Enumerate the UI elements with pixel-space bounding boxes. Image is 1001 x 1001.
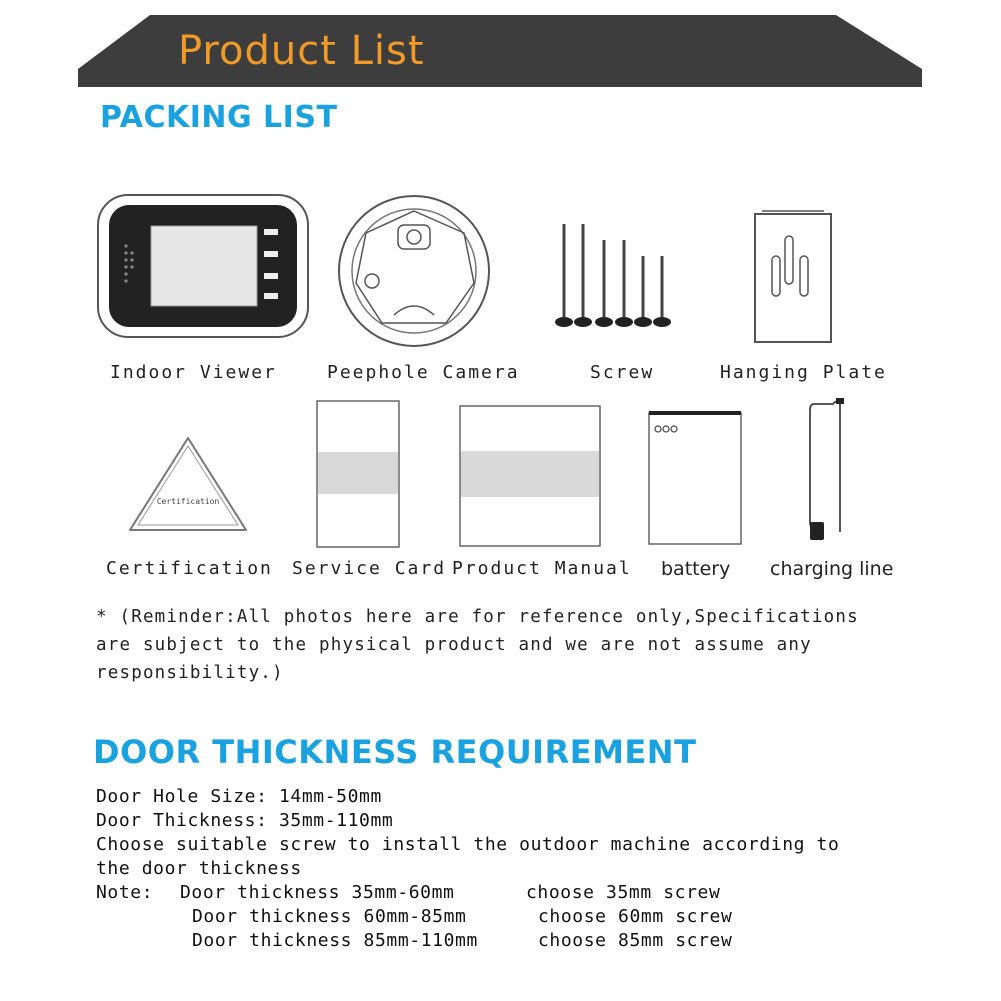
reminder-note [96, 603, 916, 687]
item-label-hanging-plate: Hanging Plate [720, 362, 887, 383]
item-label-indoor-viewer: Indoor Viewer [110, 362, 277, 383]
door-thickness: Door Thickness: 35mm-110mm [96, 810, 394, 831]
item-label-product-manual: Product Manual [452, 558, 632, 579]
note-label: Note: [96, 882, 154, 903]
note-thickness-1: Door thickness 35mm-60mm [180, 882, 455, 903]
item-label-peephole-camera: Peephole Camera [327, 362, 520, 383]
door-thickness-title: DOOR THICKNESS REQUIREMENT [93, 733, 697, 771]
note-thickness-2: Door thickness 60mm-85mm [192, 906, 467, 927]
item-label-charging-line: charging line [770, 558, 894, 580]
charging-cable-image [800, 398, 850, 544]
screw-instruction: Choose suitable screw to install the outdoor machine according to [96, 834, 840, 855]
note-thickness-3: Door thickness 85mm-110mm [192, 930, 478, 951]
peephole-camera-image [336, 193, 492, 349]
product-list-banner [0, 0, 1001, 100]
battery-image [648, 409, 742, 545]
certification-card-image [126, 434, 250, 536]
note-screw-2: choose 60mm screw [538, 906, 733, 927]
product-manual-image [459, 405, 601, 547]
item-label-service-card: Service Card [292, 558, 447, 579]
item-label-battery: battery [661, 558, 731, 580]
service-card-image [316, 400, 400, 548]
item-label-screw: Screw [590, 362, 655, 383]
screw-instruction-cont: the door thickness [96, 858, 302, 879]
hanging-plate-image [752, 208, 834, 344]
note-screw-1: choose 35mm screw [526, 882, 721, 903]
banner-title: Product List [178, 28, 425, 74]
packing-list-title: PACKING LIST [100, 100, 338, 135]
banner-shape [0, 0, 1001, 100]
note-screw-3: choose 85mm screw [538, 930, 733, 951]
reminder-line: responsibility.) [96, 663, 284, 683]
indoor-viewer-image [96, 193, 310, 339]
reminder-line: are subject to the physical product and we are not assume any [96, 635, 812, 655]
screws-image [550, 218, 680, 334]
certification-card-text: Certification [156, 497, 220, 506]
item-label-certification: Certification [106, 558, 273, 579]
reminder-line: * (Reminder:All photos here are for reference only,Specifications [96, 607, 859, 627]
door-hole-size: Door Hole Size: 14mm-50mm [96, 786, 382, 807]
